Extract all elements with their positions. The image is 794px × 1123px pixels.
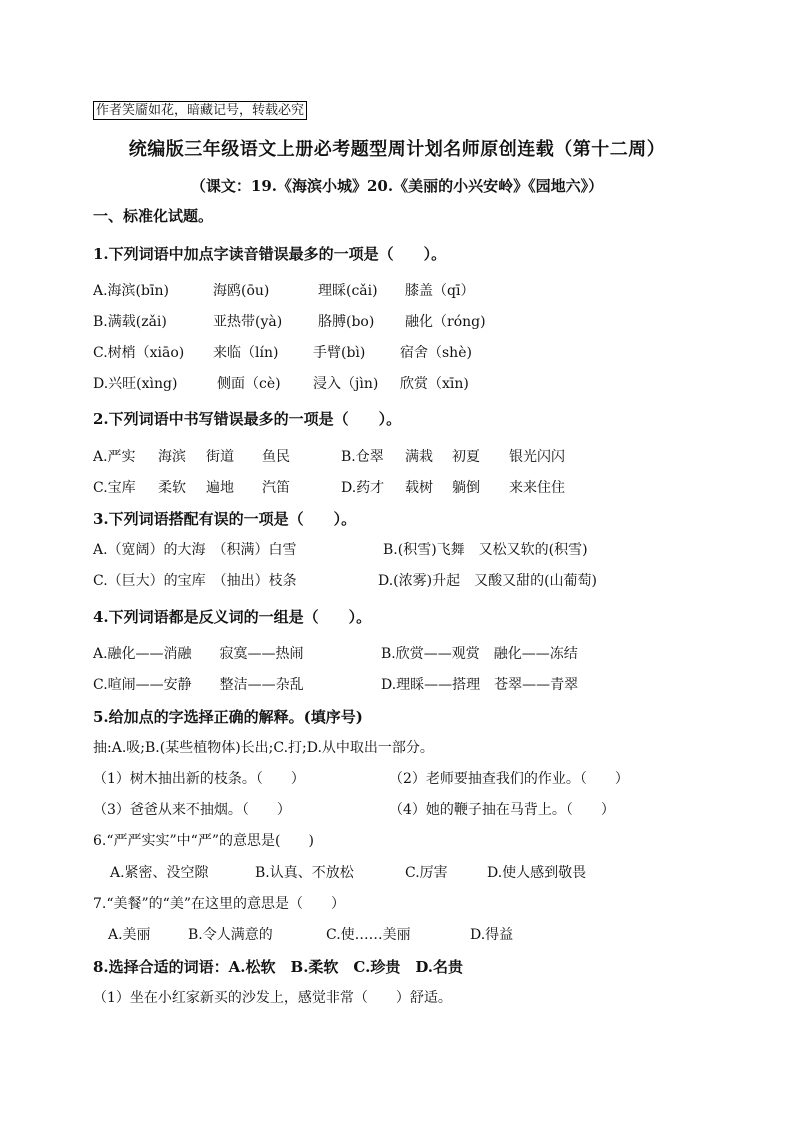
question-6-stem: 6.“严严实实”中“严”的意思是( ): [93, 833, 314, 849]
q2-option-d-3: 躺倒: [452, 480, 480, 496]
q4-option-d: D.理睬——搭理 苍翠——青翠: [381, 677, 579, 693]
question-4-stem: 4.下列词语都是反义词的一组是（ ）。: [93, 608, 372, 626]
q3-option-c: C.（巨大）的宝库 （抽出）枝条: [93, 573, 297, 589]
q1-option-c-2: 来临（lín): [213, 345, 279, 361]
q1-option-d-1: D.兴旺(xìng): [93, 376, 178, 392]
q3-option-b: B.(积雪)飞舞 又松又软的(积雪): [383, 542, 588, 558]
q4-option-c: C.喧闹——安静 整洁——杂乱: [93, 677, 304, 693]
q2-option-a-4: 鱼民: [262, 449, 290, 465]
q2-option-b-3: 初夏: [452, 449, 480, 465]
q1-option-c-3: 手臂(bì): [313, 345, 366, 361]
question-7-stem: 7.“美餐”的“美”在这里的意思是（ ）: [93, 896, 345, 912]
q1-option-a-2: 海鸥(ōu): [213, 283, 270, 299]
q4-option-b: B.欣赏——观赏 融化——冻结: [381, 646, 578, 662]
question-8-stem: 8.选择合适的词语：A.松软 B.柔软 C.珍贵 D.名贵: [93, 958, 464, 976]
q1-option-c-1: C.树梢（xiāo): [93, 345, 185, 361]
q1-option-b-3: 胳膊(bo): [318, 314, 375, 330]
q1-option-b-1: B.满载(zǎi): [93, 314, 167, 330]
q5-sentence-1: （1）树木抽出新的枝条。（ ）: [93, 771, 305, 787]
q1-option-d-3: 浸入（jìn): [313, 376, 379, 392]
q2-option-b-1: B.仓翠: [341, 449, 384, 465]
q1-option-c-4: 宿舍（shè): [400, 345, 472, 361]
q2-option-a-1: A.严实: [93, 449, 136, 465]
q2-option-b-4: 银光闪闪: [509, 449, 565, 465]
q2-option-d-1: D.药才: [341, 480, 385, 496]
q1-option-b-4: 融化（róng): [405, 314, 486, 330]
q7-option-c: C.使……美丽: [326, 927, 411, 943]
q2-option-a-2: 海滨: [158, 449, 186, 465]
q2-option-d-4: 来来住住: [509, 480, 565, 496]
q2-option-d-2: 载树: [405, 480, 433, 496]
q5-sentence-3: （3）爸爸从来不抽烟。（ ）: [93, 802, 291, 818]
q1-option-d-2: 侧面（cè): [217, 376, 281, 392]
q5-sentence-2: （2）老师要抽查我们的作业。（ ）: [389, 771, 629, 787]
page-subtitle: （课文：19.《海滨小城》20.《美丽的小兴安岭》《园地六》）: [190, 177, 604, 195]
q3-option-a: A.（宽阔）的大海 （积满）白雪: [93, 542, 297, 558]
q1-option-a-3: 理睬(cǎi): [318, 283, 378, 299]
q6-option-d: D.使人感到敬畏: [487, 865, 587, 881]
q8-sentence-1: （1）坐在小红家新买的沙发上，感觉非常（ ）舒适。: [93, 990, 452, 1006]
question-1-stem: 1.下列词语中加点字读音错误最多的一项是（ ）。: [93, 245, 447, 263]
q2-option-c-1: C.宝库: [93, 480, 136, 496]
question-5-stem: 5.给加点的字选择正确的解释。(填序号): [93, 708, 363, 726]
q1-option-a-1: A.海滨(bīn): [93, 283, 169, 299]
q2-option-c-3: 遍地: [206, 480, 234, 496]
q2-option-a-3: 街道: [206, 449, 234, 465]
q7-option-b: B.令人满意的: [188, 927, 273, 943]
question-3-stem: 3.下列词语搭配有误的一项是（ ）。: [93, 510, 357, 528]
q3-option-d: D.(浓雾)升起 又酸又甜的(山葡萄): [378, 573, 598, 589]
q7-option-a: A.美丽: [108, 927, 151, 943]
q6-option-b: B.认真、不放松: [255, 865, 354, 881]
q1-option-a-4: 膝盖（qī）: [405, 283, 475, 299]
watermark-box: 作者笑靥如花，暗藏记号，转载必究: [93, 101, 307, 120]
q2-option-b-2: 满栽: [405, 449, 433, 465]
q1-option-d-4: 欣赏（xīn): [400, 376, 469, 392]
q4-option-a: A.融化——消融 寂寞——热闹: [93, 646, 304, 662]
section-heading: 一、标准化试题。: [93, 207, 214, 225]
q6-option-a: A.紧密、没空隙: [110, 865, 209, 881]
q2-option-c-2: 柔软: [158, 480, 186, 496]
q1-option-b-2: 亚热带(yà): [213, 314, 283, 330]
q6-option-c: C.厉害: [405, 865, 448, 881]
q7-option-d: D.得益: [470, 927, 514, 943]
q5-definition: 抽:A.吸;B.(某些植物体)长出;C.打;D.从中取出一部分。: [93, 740, 434, 756]
question-2-stem: 2.下列词语中书写错误最多的一项是（ ）。: [93, 410, 402, 428]
q2-option-c-4: 汽笛: [262, 480, 290, 496]
page-title: 统编版三年级语文上册必考题型周计划名师原创连载（第十二周）: [128, 139, 666, 160]
q5-sentence-4: （4）她的鞭子抽在马背上。（ ）: [389, 802, 615, 818]
